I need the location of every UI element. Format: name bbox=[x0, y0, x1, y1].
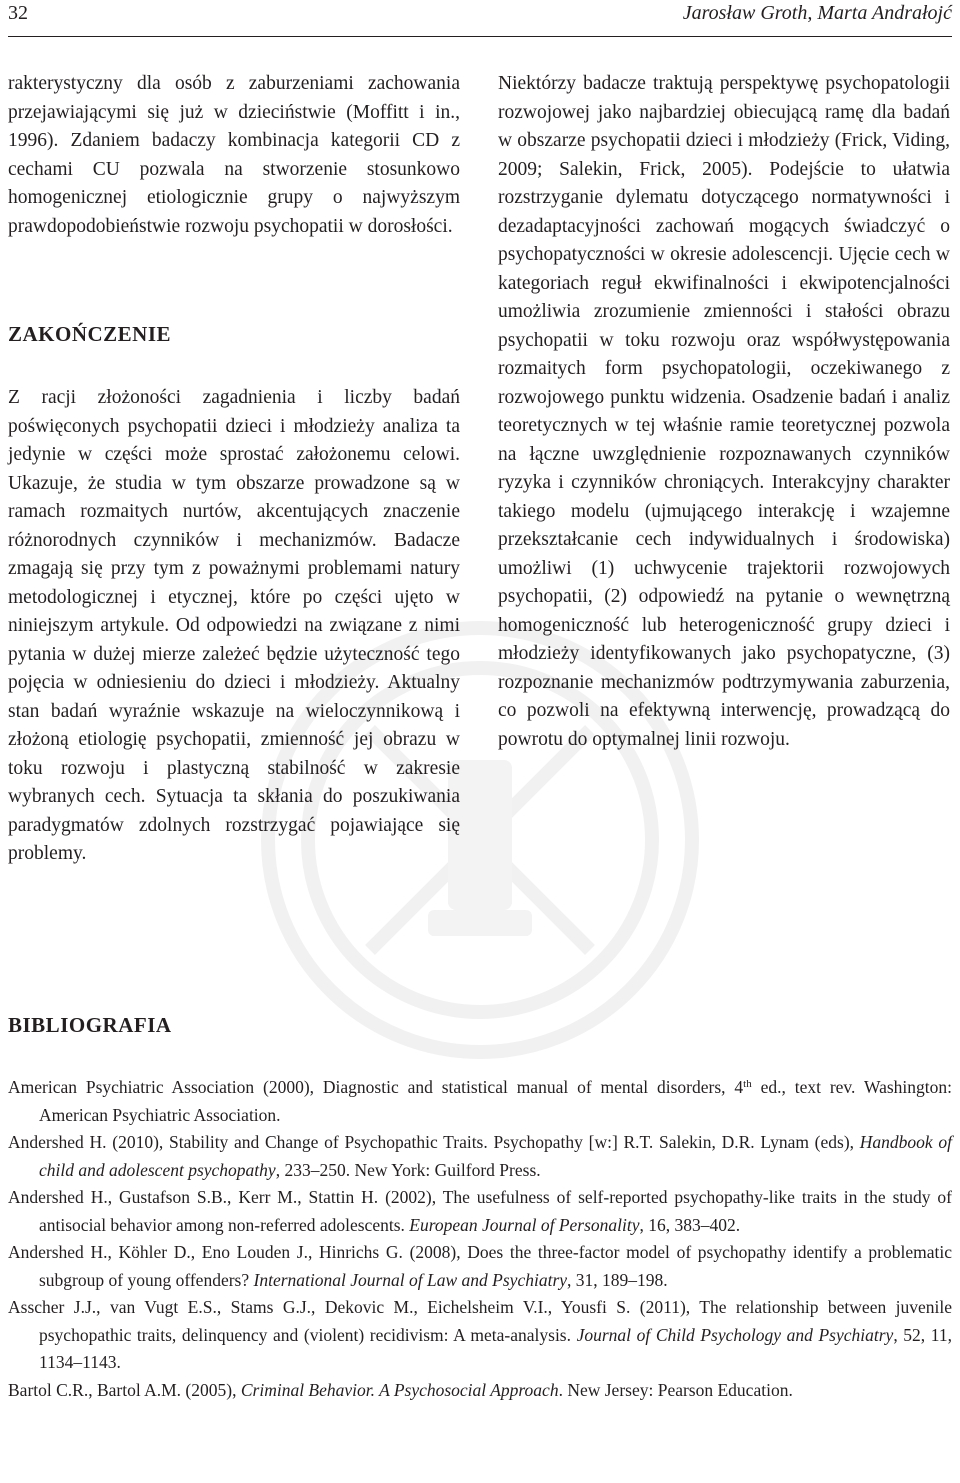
entry-text: ed., text rev. Washington: American Psychiatric Association. bbox=[39, 1077, 952, 1125]
bibliography-entry bbox=[8, 1239, 952, 1294]
entry-text: , 31, 189–198. bbox=[567, 1269, 668, 1290]
entry-italic-title: Handbook of child and adolescent psychopathy bbox=[39, 1132, 952, 1180]
entry-text: American Psychiatric Association (2000), Diagnostic and statistical manual of mental disorders, 4 bbox=[8, 1077, 744, 1097]
page-header bbox=[8, 2, 952, 28]
conclusion-section bbox=[8, 384, 460, 869]
page-number: 32 bbox=[8, 2, 28, 24]
conclusion-heading: ZAKOŃCZENIE bbox=[8, 322, 172, 346]
running-head-authors: Jarosław Groth, Marta Andrałojć bbox=[682, 2, 952, 24]
entry-text: Andershed H., Köhler D., Eno Louden J., Hinrichs G. (2008), Does the three-factor model of psychopathy identify a problematic subgroup of young offenders? bbox=[8, 1242, 952, 1290]
entry-italic-title: European Journal of Personality bbox=[409, 1214, 640, 1235]
left-column-paragraph: rakterystyczny dla osób z zaburzeniami zachowania przejawiającymi się już w dzieciństwie (Moffitt i in., 1996). Zdaniem badaczy kombinacja kategorii CD z cechami CU pozwala na stworzenie stosunkowo homogenicznej etiologicznie grupy o najwyższym prawdopodobieństwie rozwoju psychopatii w dorosłości. bbox=[8, 73, 460, 237]
right-column bbox=[498, 70, 950, 754]
entry-superscript: th bbox=[743, 1078, 752, 1090]
bibliography-list bbox=[8, 1074, 952, 1404]
entry-italic-title: Journal of Child Psychology and Psychiatry bbox=[576, 1324, 894, 1345]
bibliography-entry bbox=[8, 1074, 952, 1129]
entry-text: , 233–250. New York: Guilford Press. bbox=[275, 1159, 541, 1180]
entry-italic-title: International Journal of Law and Psychiatry bbox=[253, 1269, 568, 1290]
entry-text: . New Jersey: Pearson Education. bbox=[558, 1379, 793, 1400]
conclusion-paragraph: Z racji złożoności zagadnienia i liczby badań poświęconych psychopatii dzieci i młodzieży analiza ta jedynie w części może sprostać założonemu celowi. Ukazuje, że studia w tym obszarze prowadzone są w ramach rozmaitych nurtów, akcentujących znaczenie różnorodnych czynników i mechanizmów. Badacze zmagają się przy tym z poważnymi problemami natury metodologicznej i etycznej, które po części ujęto w niniejszym artykule. Od odpowiedzi na związane z nimi pytania w dużej mierze zależeć będzie użyteczność tego pojęcia w odniesieniu do dzieci i młodzieży. Aktualny stan badań wyraźnie wskazuje na wieloczynnikową i złożoną etiologię psychopatii, zmienność jej obrazu w toku rozwoju i plastyczną stabilność w zakresie wybranych cech. Sytuacja ta skłania do poszukiwania paradygmatów zdolnych rozstrzygać pojawiające się problemy. bbox=[8, 387, 460, 864]
entry-text: Bartol C.R., Bartol A.M. (2005), bbox=[8, 1379, 241, 1400]
entry-text: Asscher J.J., van Vugt E.S., Stams G.J., Dekovic M., Eichelsheim V.I., Yousfi S. (2011), The relationship between juvenile psychopathic traits, delinquency and (violent) recidivism: A meta-analysis. bbox=[8, 1297, 952, 1345]
entry-text: , 16, 383–402. bbox=[639, 1214, 741, 1235]
right-column-paragraph: Niektórzy badacze traktują perspektywę psychopatologii rozwojowej jako najbardziej obiecującą ramę dla badań w obszarze psychopatii dzieci i młodzieży (Frick, Viding, 2009; Salekin, Frick, 2005). Podejście to ułatwia rozstrzyganie dylematu dotyczącego normatywności i dezadaptacyjności zachowań mogących świadczyć o psychopatyczności w okresie adolescencji. Ujęcie cech w kategoriach reguł ekwifinalności i ekwipotencjalności umożliwia zrozumienie zmienności i stałości obrazu psychopatii w toku rozwoju oraz współwystępowania rozmaitych form psychopatologii, oczekiwanego z rozwojowego punktu widzenia. Osadzenie badań i analiz teoretycznych w tej właśnie ramie teoretycznej pozwola na łączne uwzględnienie rozpoznawanych czynników ryzyka i czynników chroniących. Interakcyjny charakter takiego modelu (ujmującego interakcję i wzajemne przekształcanie cech indywidualnych i środowiska) umożliwi (1) uchwycenie trajektorii rozwojowych psychopatii, (2) odpowiedź na pytanie o wewnętrzną homogeniczność lub heterogeniczność grupy dzieci i młodzieży identyfikowanych jako psychopatyczne, (3) rozpoznanie mechanizmów podtrzymywania zaburzenia, co pozwoli na efektywną interwencję, prowadzącą do powrotu do optymalnej linii rozwoju. bbox=[498, 73, 950, 750]
bibliography-heading: BIBLIOGRAFIA bbox=[8, 1013, 172, 1037]
left-column bbox=[8, 70, 460, 241]
bibliography-entry bbox=[8, 1184, 952, 1239]
bibliography-entry bbox=[8, 1129, 952, 1184]
entry-italic-title: Criminal Behavior. A Psychosocial Approach bbox=[240, 1379, 559, 1400]
header-rule bbox=[8, 36, 952, 37]
entry-text: Andershed H. (2010), Stability and Change of Psychopathic Traits. Psychopathy [w:] R.T. Salekin, D.R. Lynam (eds), bbox=[8, 1132, 860, 1152]
entry-text: , 52, 11, 1134–1143. bbox=[39, 1324, 953, 1372]
bibliography-entry bbox=[8, 1377, 952, 1405]
bibliography-entry bbox=[8, 1294, 952, 1377]
entry-text: Andershed H., Gustafson S.B., Kerr M., Stattin H. (2002), The usefulness of self-reported psychopathy-like traits in the study of antisocial behavior among non-referred adolescents. bbox=[8, 1187, 952, 1235]
